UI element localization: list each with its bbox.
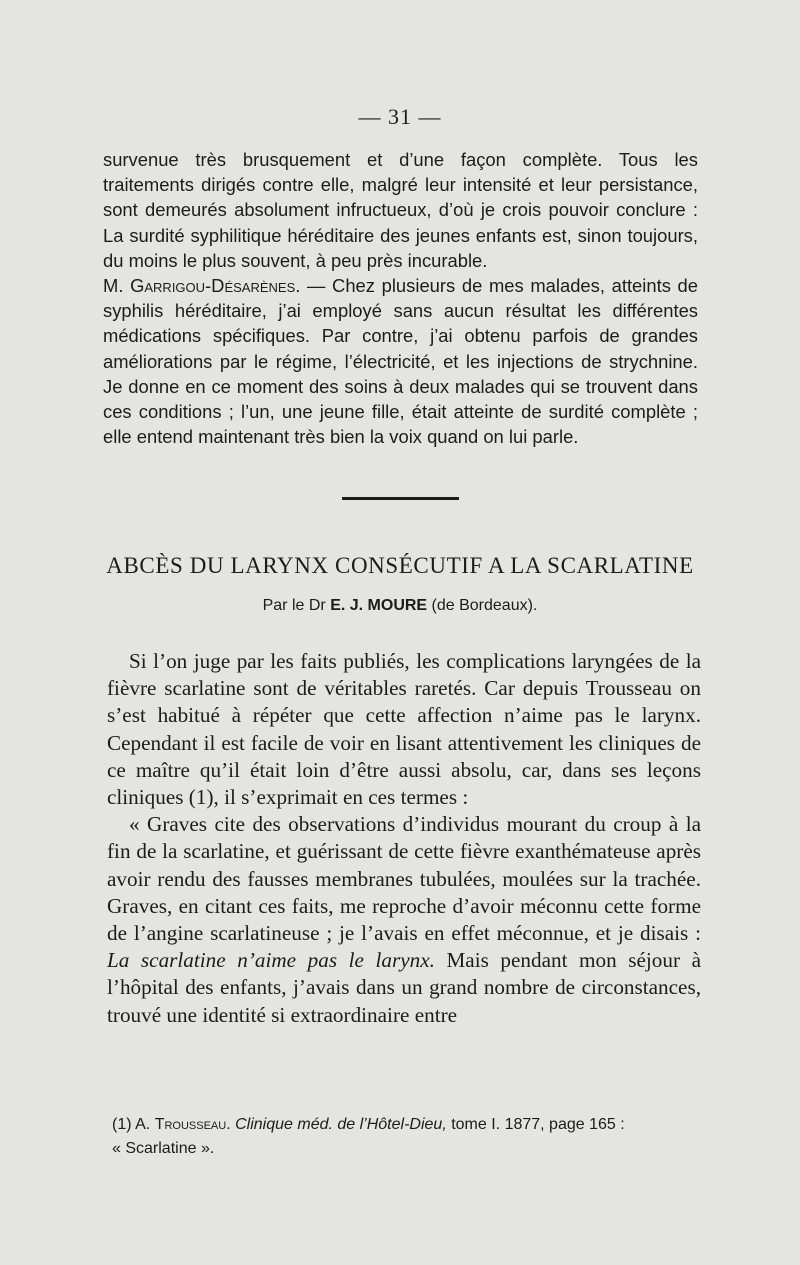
footnote-author: Trousseau. xyxy=(154,1116,231,1133)
footnote xyxy=(112,1113,712,1161)
quote-text: « Graves cite des observations d’individus mourant du croup à la fin de la scarlatine, et guérissant de cette fièvre exanthémateuse après avoir rendu des fausses membranes tubulées, moulées sur la trachée. Graves, en citant ces faits, me reproche d’avoir méconnu cette forme de l’angine scarlatineuse ; je l’avais en effet méconnue, et je disais : xyxy=(107,812,701,946)
paragraph: Si l’on juge par les faits publiés, les complications laryngées de la fièvre scarlatine sont de véritables raretés. Car depuis Trousseau on s’est habitué à répéter que cette affection n’aime pas le larynx. Cependant il est facile de voir en lisant attentivement les cliniques de ce maître qu’il était loin d’être aussi absolu, car, dans ses leçons cliniques (1), il s’exprimait en ces termes : xyxy=(107,649,701,810)
footnote-line: « Scarlatine ». xyxy=(112,1140,215,1157)
quote-end: Mais pendant mon séjour à l’hôpital des enfants, j’avais dans un grand nombre de circonstances, trouvé une identité si extraordinaire entre xyxy=(107,948,701,1027)
byline-prefix: Par le Dr xyxy=(262,597,331,614)
footnote-line xyxy=(112,1113,712,1137)
speaker-text: — Chez plusieurs de mes malades, atteints de syphilis héréditaire, j’ai employé sans aucun résultat les différentes médications spécifiques. Par contre, j’ai obtenu parfois de grandes améliorations par le régime, l’électricité, et les injections de strychnine. Je donne en ce moment des soins à deux malades qui se trouvent dans ces conditions ; l’un, une jeune fille, était atteinte de surdité complète ; elle entend maintenant très bien la voix quand on lui parle. xyxy=(103,275,698,448)
quotation-paragraph xyxy=(107,811,701,1029)
byline-author: E. J. MOURE xyxy=(330,597,428,614)
article-title: ABCÈS DU LARYNX CONSÉCUTIF A LA SCARLATINE xyxy=(106,553,694,578)
speaker-name: M. Garrigou-Désarènes. xyxy=(103,275,301,297)
quote-italic: La scarlatine n’aime pas le larynx. xyxy=(107,948,435,973)
section-divider xyxy=(342,497,459,500)
paragraph xyxy=(103,273,698,449)
paragraph: survenue très brusquement et d’une façon complète. Tous les traitements dirigés contre elle, malgré leur intensité et leur persistance, sont demeurés absolument infructueux, d’où je crois pouvoir conclure : La surdité syphilitique héréditaire des jeunes enfants est, sinon toujours, du moins le plus souvent, à peu près incurable. xyxy=(103,149,698,271)
page-number: — 31 — xyxy=(358,104,442,129)
article-byline xyxy=(0,597,800,615)
byline-suffix: (de Bordeaux). xyxy=(427,597,538,614)
footnote-details: tome I. 1877, page 165 : xyxy=(446,1116,625,1133)
footnote-marker: (1) A. xyxy=(112,1116,155,1133)
article-body xyxy=(107,648,701,1029)
footnote-work: Clinique méd. de l’Hôtel-Dieu, xyxy=(230,1116,447,1133)
preceding-discussion xyxy=(103,147,698,449)
